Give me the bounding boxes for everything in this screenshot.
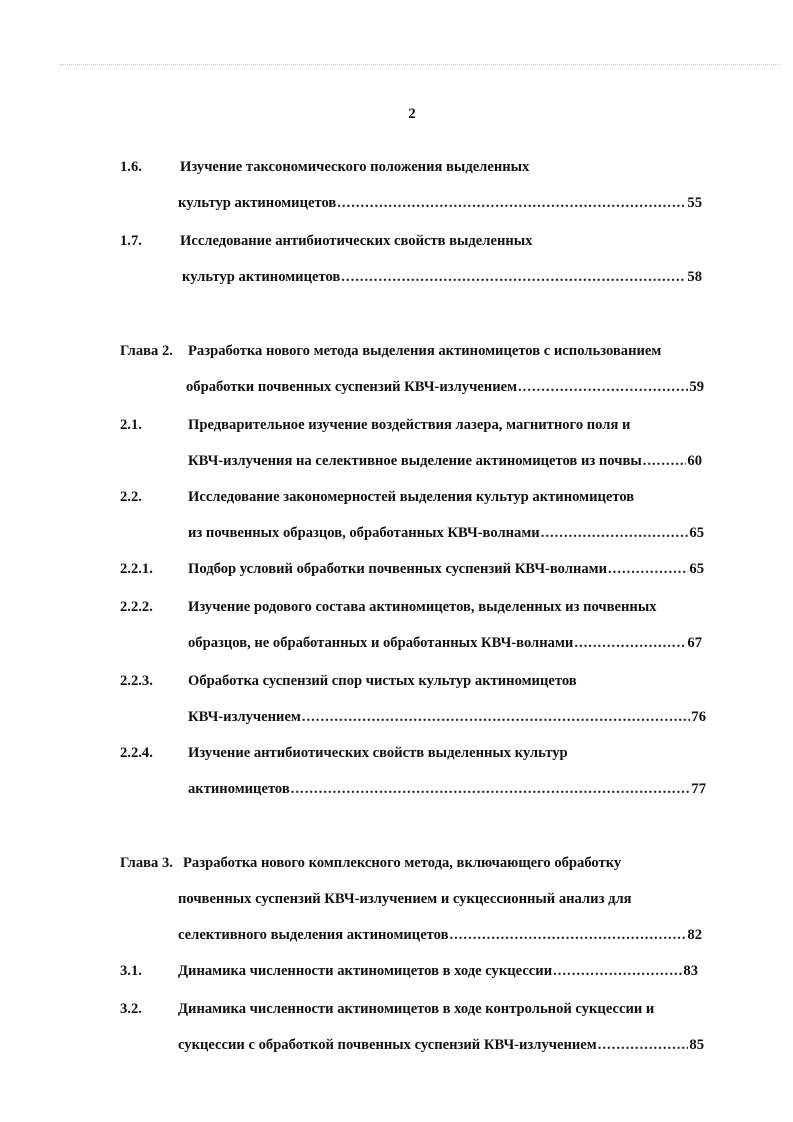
toc-number-3-1: 3.1. <box>120 963 142 979</box>
toc-title-cont-2-2-4: актиномицетов <box>188 781 290 797</box>
toc-title-3-1: Динамика численности актиномицетов в ходе сукцессии <box>178 963 553 979</box>
toc-entry-2-2-3[interactable] <box>188 708 706 726</box>
toc-title-cont-1-6: культур актиномицетов <box>178 195 337 211</box>
toc-page-2-2-4: 77 <box>691 781 706 797</box>
toc-title-1-6: Изучение таксономического положения выделенных <box>180 159 530 175</box>
toc-page-1-7: 58 <box>687 269 702 285</box>
toc-title-2-2-3: Обработка суспензий спор чистых культур актиномицетов <box>188 673 577 689</box>
dot-leader <box>337 194 686 212</box>
toc-title-2-2-2: Изучение родового состава актиномицетов, выделенных из почвенных <box>188 599 657 615</box>
toc-entry-1-7[interactable] <box>182 268 702 286</box>
toc-page-2-2-1: 65 <box>689 561 704 577</box>
toc-page-chapter-2: 59 <box>689 379 704 395</box>
dot-leader <box>302 708 691 726</box>
toc-title-cont2-chapter-3: селективного выделения актиномицетов <box>178 927 449 943</box>
dot-leader <box>518 378 688 396</box>
toc-page-1-6: 55 <box>687 195 702 211</box>
toc-title-cont-chapter-3: почвенных суспензий КВЧ-излучением и сукцессионный анализ для <box>178 891 632 907</box>
dot-leader <box>608 560 688 578</box>
dot-leader <box>553 962 682 980</box>
toc-title-cont-2-2: из почвенных образцов, обработанных КВЧ-волнами <box>188 525 540 541</box>
toc-number-2-2-4: 2.2.4. <box>120 745 153 761</box>
toc-entry-1-6[interactable] <box>178 194 702 212</box>
toc-number-3-2: 3.2. <box>120 1001 142 1017</box>
toc-number-chapter-3: Глава 3. <box>120 855 173 871</box>
toc-entry-3-1[interactable] <box>178 962 698 980</box>
page-number: 2 <box>408 106 416 122</box>
toc-page-2-2-2: 67 <box>687 635 702 651</box>
toc-title-chapter-2: Разработка нового метода выделения актиномицетов с использованием <box>188 343 662 359</box>
toc-title-cont-2-1: КВЧ-излучения на селективное выделение актиномицетов из почвы <box>188 453 642 469</box>
toc-title-2-1: Предварительное изучение воздействия лазера, магнитного поля и <box>188 417 631 433</box>
toc-entry-2-2-2[interactable] <box>188 634 702 652</box>
toc-page-2-2-3: 76 <box>691 709 706 725</box>
toc-number-2-2-3: 2.2.3. <box>120 673 153 689</box>
toc-title-cont-2-2-3: КВЧ-излучением <box>188 709 301 725</box>
toc-entry-3-2[interactable] <box>178 1036 704 1054</box>
toc-page-chapter-3: 82 <box>687 927 702 943</box>
toc-page-2-2: 65 <box>689 525 704 541</box>
toc-title-2-2-1: Подбор условий обработки почвенных суспензий КВЧ-волнами <box>188 561 608 577</box>
toc-number-2-2: 2.2. <box>120 489 142 505</box>
toc-page-3-2: 85 <box>689 1037 704 1053</box>
toc-entry-2-1[interactable] <box>188 452 702 470</box>
toc-entry-2-2-1[interactable] <box>188 560 704 578</box>
toc-title-cont-3-2: сукцессии с обработкой почвенных суспензий КВЧ-излучением <box>178 1037 597 1053</box>
toc-title-2-2-4: Изучение антибиотических свойств выделенных культур <box>188 745 568 761</box>
dot-leader <box>643 452 687 470</box>
toc-page-3-1: 83 <box>683 963 698 979</box>
toc-title-3-2: Динамика численности актиномицетов в ходе контрольной сукцессии и <box>178 1001 655 1017</box>
toc-number-2-2-1: 2.2.1. <box>120 561 153 577</box>
toc-entry-chapter-3[interactable] <box>178 926 702 944</box>
toc-number-2-2-2: 2.2.2. <box>120 599 153 615</box>
dot-leader <box>291 780 691 798</box>
toc-title-2-2: Исследование закономерностей выделения культур актиномицетов <box>188 489 635 505</box>
dot-leader <box>574 634 686 652</box>
dot-leader <box>541 524 689 542</box>
toc-entry-2-2[interactable] <box>188 524 704 542</box>
toc-number-chapter-2: Глава 2. <box>120 343 173 359</box>
toc-title-cont-2-2-2: образцов, не обработанных и обработанных КВЧ-волнами <box>188 635 574 651</box>
toc-title-cont-chapter-2: обработки почвенных суспензий КВЧ-излучением <box>186 379 518 395</box>
toc-title-chapter-3: Разработка нового комплексного метода, включающего обработку <box>183 855 622 871</box>
dot-leader <box>598 1036 689 1054</box>
toc-number-2-1: 2.1. <box>120 417 142 433</box>
toc-page-2-1: 60 <box>687 453 702 469</box>
toc-number-1-7: 1.7. <box>120 233 142 249</box>
scan-edge-artifact <box>60 64 780 65</box>
toc-title-cont-1-7: культур актиномицетов <box>182 269 341 285</box>
toc-number-1-6: 1.6. <box>120 159 142 175</box>
toc-title-1-7: Исследование антибиотических свойств выделенных <box>180 233 533 249</box>
dot-leader <box>341 268 686 286</box>
toc-entry-chapter-2[interactable] <box>186 378 704 396</box>
dot-leader <box>449 926 686 944</box>
toc-entry-2-2-4[interactable] <box>188 780 706 798</box>
